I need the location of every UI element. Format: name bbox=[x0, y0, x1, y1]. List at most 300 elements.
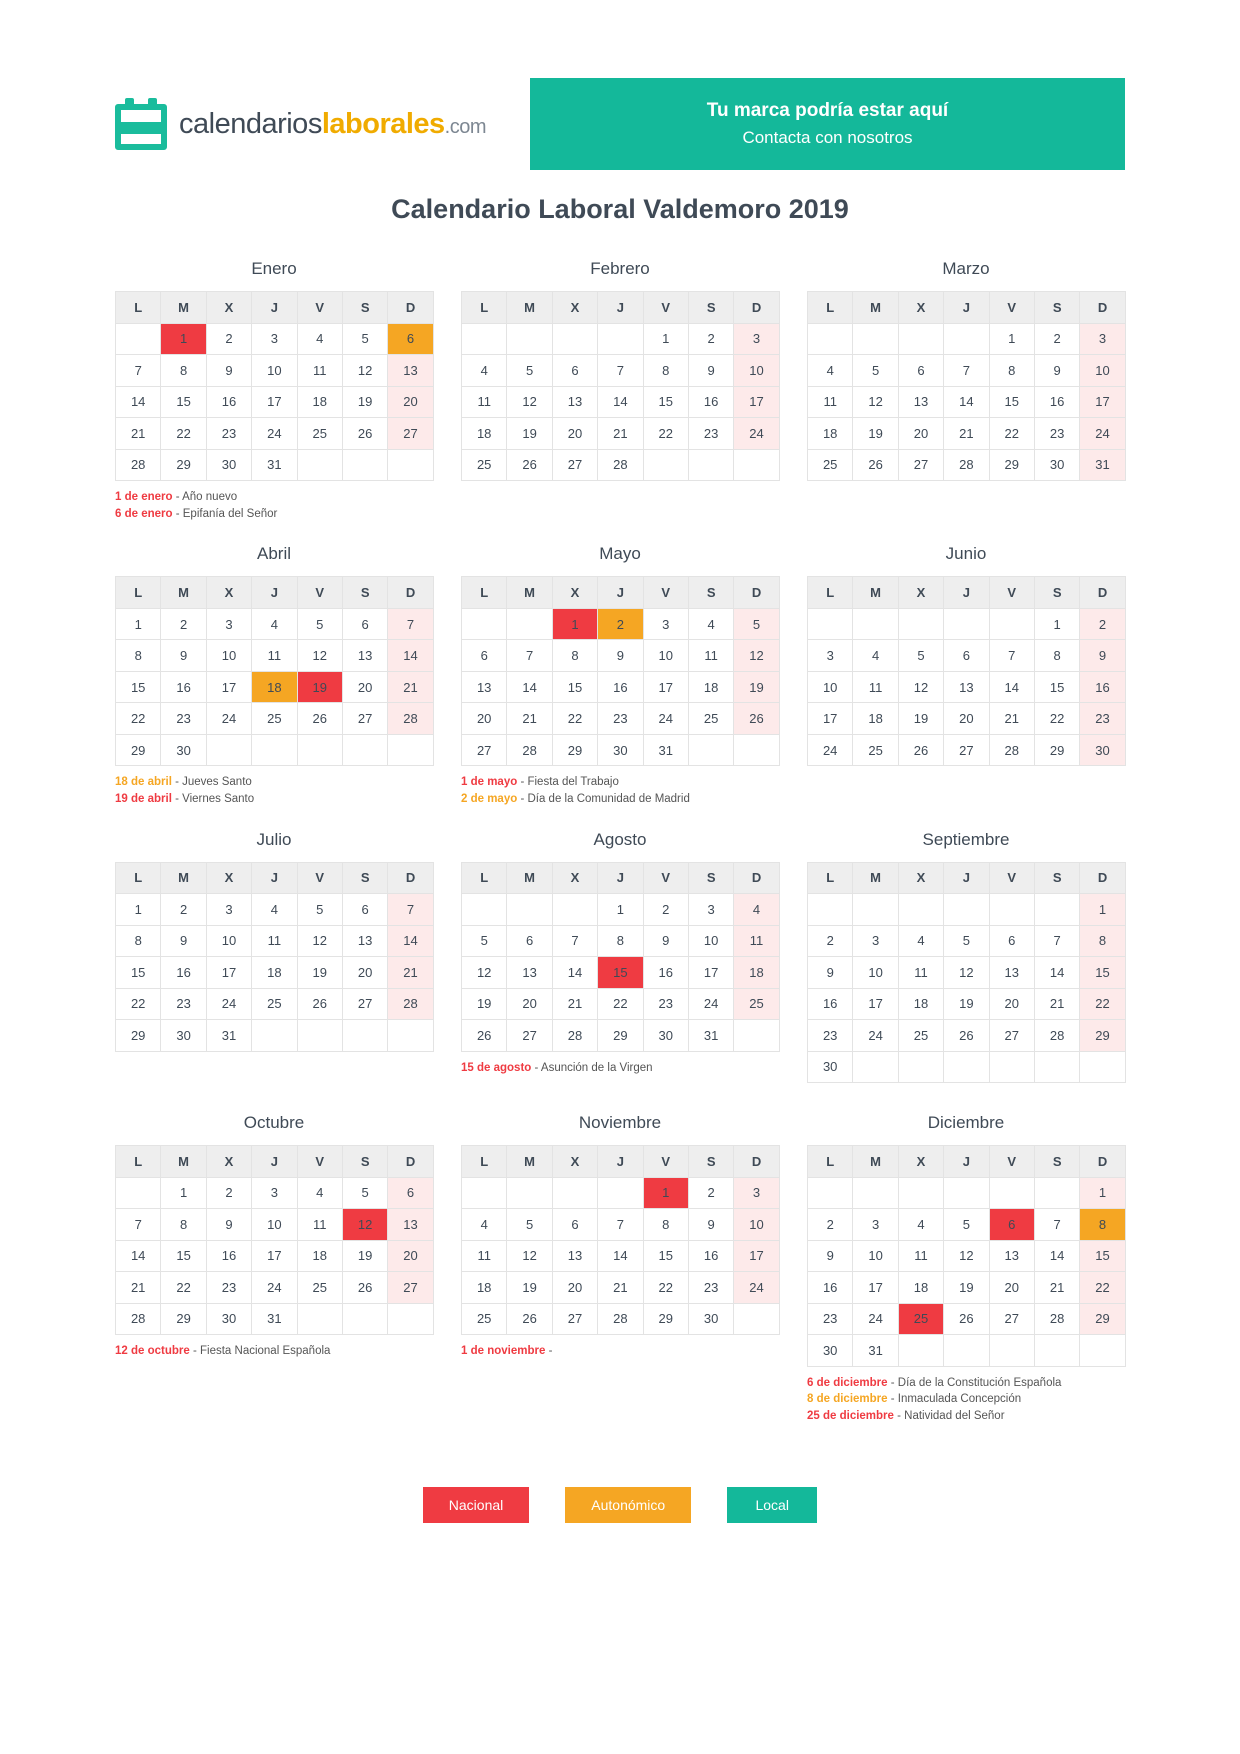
calendar-cell-empty bbox=[734, 1020, 779, 1052]
calendar-week-row bbox=[116, 1020, 434, 1052]
calendar-day-cell: 6 bbox=[944, 640, 989, 672]
site-logo[interactable] bbox=[115, 78, 515, 170]
weekday-header: M bbox=[507, 577, 552, 609]
holiday-note-date: 12 de octubre bbox=[115, 1345, 190, 1358]
calendar-day-cell: 30 bbox=[1080, 734, 1125, 766]
calendar-day-cell: 17 bbox=[734, 1240, 779, 1272]
weekday-header: J bbox=[944, 1146, 989, 1178]
calendar-day-cell: 9 bbox=[206, 1209, 251, 1241]
calendar-cell-empty bbox=[116, 1177, 161, 1209]
calendar-day-cell: 5 bbox=[944, 925, 989, 957]
weekday-header: V bbox=[297, 862, 342, 894]
calendar-cell-empty bbox=[388, 449, 433, 481]
calendar-day-cell: 28 bbox=[1034, 1303, 1079, 1335]
month-table bbox=[115, 291, 434, 481]
calendar-day-cell: 4 bbox=[297, 1177, 342, 1209]
calendar-day-cell: 11 bbox=[462, 386, 507, 418]
month-block-junio bbox=[807, 544, 1125, 807]
holiday-notes bbox=[115, 1343, 433, 1360]
calendar-day-cell: 14 bbox=[388, 925, 433, 957]
calendar-day-cell: 15 bbox=[1080, 1240, 1125, 1272]
calendar-day-cell: 22 bbox=[643, 1272, 688, 1304]
calendar-day-cell: 16 bbox=[1080, 671, 1125, 703]
calendar-cell-empty bbox=[808, 1177, 853, 1209]
weekday-header: D bbox=[734, 577, 779, 609]
months-row bbox=[115, 259, 1125, 522]
calendar-day-cell: 28 bbox=[598, 449, 643, 481]
calendar-day-cell: 29 bbox=[643, 1303, 688, 1335]
calendar-day-cell: 29 bbox=[1080, 1020, 1125, 1052]
calendar-day-cell: 9 bbox=[1080, 640, 1125, 672]
calendar-week-row bbox=[808, 957, 1126, 989]
calendar-day-cell: 23 bbox=[808, 1303, 853, 1335]
calendar-week-row bbox=[808, 640, 1126, 672]
calendar-day-cell: 26 bbox=[342, 418, 387, 450]
weekday-header: L bbox=[462, 1146, 507, 1178]
calendar-day-cell: 8 bbox=[1080, 1209, 1125, 1241]
calendar-day-cell: 17 bbox=[206, 957, 251, 989]
weekday-header: M bbox=[161, 862, 206, 894]
calendar-week-row bbox=[116, 894, 434, 926]
calendar-day-cell: 20 bbox=[342, 957, 387, 989]
calendar-day-cell: 12 bbox=[297, 925, 342, 957]
holiday-note-date: 15 de agosto bbox=[461, 1061, 532, 1074]
calendar-cell-empty bbox=[734, 1303, 779, 1335]
calendar-day-cell: 23 bbox=[808, 1020, 853, 1052]
calendar-cell-empty bbox=[552, 1177, 597, 1209]
calendar-day-cell: 31 bbox=[206, 1020, 251, 1052]
calendar-day-cell: 19 bbox=[944, 988, 989, 1020]
calendar-cell-empty bbox=[944, 894, 989, 926]
calendar-cell-empty bbox=[898, 323, 943, 355]
weekday-header: X bbox=[206, 292, 251, 324]
calendar-day-cell: 5 bbox=[853, 355, 898, 387]
calendar-cell-empty bbox=[989, 1335, 1034, 1367]
calendar-day-cell: 31 bbox=[853, 1335, 898, 1367]
calendar-week-row bbox=[808, 988, 1126, 1020]
month-table bbox=[115, 1145, 434, 1335]
calendar-day-cell: 21 bbox=[116, 1272, 161, 1304]
weekday-header: V bbox=[643, 577, 688, 609]
calendar-day-cell: 30 bbox=[688, 1303, 733, 1335]
calendar-day-cell: 1 bbox=[989, 323, 1034, 355]
holiday-note-date: 6 de enero bbox=[115, 507, 173, 520]
weekday-header: D bbox=[734, 1146, 779, 1178]
calendar-day-cell: 8 bbox=[643, 355, 688, 387]
calendar-week-row bbox=[116, 418, 434, 450]
calendar-day-cell: 27 bbox=[989, 1303, 1034, 1335]
calendar-day-cell: 24 bbox=[206, 703, 251, 735]
weekday-header: M bbox=[853, 862, 898, 894]
calendar-cell-empty bbox=[1034, 894, 1079, 926]
calendar-week-row bbox=[462, 734, 780, 766]
calendar-day-cell: 11 bbox=[808, 386, 853, 418]
calendar-day-cell: 4 bbox=[853, 640, 898, 672]
holiday-note-text: - Natividad del Señor bbox=[893, 1410, 1005, 1423]
calendar-day-cell: 5 bbox=[734, 608, 779, 640]
calendar-day-cell: 3 bbox=[206, 894, 251, 926]
calendar-cell-empty bbox=[1080, 1051, 1125, 1083]
calendar-cell-empty bbox=[989, 1177, 1034, 1209]
calendar-day-cell: 5 bbox=[342, 1177, 387, 1209]
calendar-day-cell: 13 bbox=[989, 1240, 1034, 1272]
calendar-day-cell: 12 bbox=[944, 1240, 989, 1272]
calendar-day-cell: 17 bbox=[853, 1272, 898, 1304]
calendar-day-cell: 11 bbox=[853, 671, 898, 703]
calendar-day-cell: 11 bbox=[462, 1240, 507, 1272]
calendar-cell-empty bbox=[898, 894, 943, 926]
calendar-week-row bbox=[808, 608, 1126, 640]
holiday-notes bbox=[115, 489, 433, 522]
calendar-day-cell: 14 bbox=[944, 386, 989, 418]
weekday-header: M bbox=[507, 1146, 552, 1178]
calendar-day-cell: 16 bbox=[808, 988, 853, 1020]
weekday-header: S bbox=[688, 862, 733, 894]
calendar-day-cell: 21 bbox=[388, 671, 433, 703]
calendar-day-cell: 5 bbox=[342, 323, 387, 355]
calendar-day-cell: 10 bbox=[853, 1240, 898, 1272]
calendar-day-cell: 27 bbox=[507, 1020, 552, 1052]
calendar-day-cell: 15 bbox=[161, 1240, 206, 1272]
weekday-header: X bbox=[898, 292, 943, 324]
month-title: Junio bbox=[945, 544, 987, 564]
calendar-day-cell: 2 bbox=[206, 323, 251, 355]
calendar-cell-empty bbox=[552, 323, 597, 355]
calendar-cell-empty bbox=[462, 323, 507, 355]
month-title: Enero bbox=[251, 259, 297, 278]
calendar-day-cell: 30 bbox=[1034, 449, 1079, 481]
calendar-day-cell: 5 bbox=[507, 355, 552, 387]
calendar-cell-empty bbox=[808, 894, 853, 926]
calendar-week-row bbox=[808, 418, 1126, 450]
calendar-cell-empty bbox=[297, 449, 342, 481]
calendar-week-row bbox=[116, 355, 434, 387]
calendar-day-cell: 4 bbox=[297, 323, 342, 355]
calendar-cell-empty bbox=[1034, 1177, 1079, 1209]
calendar-day-cell: 25 bbox=[297, 1272, 342, 1304]
calendar-day-cell: 6 bbox=[507, 925, 552, 957]
calendar-day-cell: 3 bbox=[252, 323, 297, 355]
weekday-header: J bbox=[252, 1146, 297, 1178]
weekday-header: D bbox=[388, 292, 433, 324]
calendar-day-cell: 26 bbox=[853, 449, 898, 481]
calendar-day-cell: 20 bbox=[388, 1240, 433, 1272]
calendar-day-cell: 2 bbox=[808, 1209, 853, 1241]
calendar-week-row bbox=[462, 1240, 780, 1272]
calendar-day-cell: 25 bbox=[462, 1303, 507, 1335]
month-title: Abril bbox=[256, 544, 291, 564]
weekday-header: V bbox=[297, 292, 342, 324]
weekday-header: L bbox=[808, 577, 853, 609]
calendar-day-cell: 7 bbox=[116, 355, 161, 387]
calendar-cell-empty bbox=[462, 1177, 507, 1209]
calendar-day-cell: 28 bbox=[1034, 1020, 1079, 1052]
weekday-header: X bbox=[898, 1146, 943, 1178]
calendar-day-cell: 18 bbox=[808, 418, 853, 450]
holiday-note-date: 18 de abril bbox=[115, 776, 172, 789]
calendar-day-cell: 20 bbox=[507, 988, 552, 1020]
calendar-day-cell: 6 bbox=[342, 894, 387, 926]
weekday-header: J bbox=[598, 292, 643, 324]
calendar-day-cell: 30 bbox=[161, 734, 206, 766]
calendar-day-cell: 5 bbox=[507, 1209, 552, 1241]
calendar-cell-empty bbox=[206, 734, 251, 766]
calendar-day-cell: 25 bbox=[898, 1303, 943, 1335]
calendar-day-cell: 24 bbox=[688, 988, 733, 1020]
calendar-day-cell: 3 bbox=[853, 925, 898, 957]
month-block-mayo bbox=[461, 544, 779, 807]
weekday-header: L bbox=[462, 577, 507, 609]
calendar-day-cell: 18 bbox=[462, 418, 507, 450]
calendar-day-cell: 24 bbox=[206, 988, 251, 1020]
calendar-day-cell: 26 bbox=[462, 1020, 507, 1052]
calendar-day-cell: 9 bbox=[161, 925, 206, 957]
weekday-header: L bbox=[808, 292, 853, 324]
calendar-day-cell: 14 bbox=[116, 386, 161, 418]
site-logo-text bbox=[179, 108, 486, 141]
calendar-week-row bbox=[116, 671, 434, 703]
calendar-cell-empty bbox=[734, 734, 779, 766]
weekday-header: L bbox=[462, 862, 507, 894]
calendar-week-row bbox=[808, 1240, 1126, 1272]
calendar-day-cell: 4 bbox=[462, 355, 507, 387]
calendar-day-cell: 21 bbox=[944, 418, 989, 450]
holiday-note-date: 25 de diciembre bbox=[807, 1410, 894, 1423]
legend-chip-aut: Autonómico bbox=[565, 1487, 691, 1523]
calendar-day-cell: 12 bbox=[507, 1240, 552, 1272]
calendar-day-cell: 1 bbox=[598, 894, 643, 926]
calendar-day-cell: 26 bbox=[944, 1303, 989, 1335]
calendar-week-row bbox=[462, 1209, 780, 1241]
holiday-note-date: 6 de diciembre bbox=[807, 1376, 888, 1389]
calendar-day-cell: 24 bbox=[734, 418, 779, 450]
holiday-note bbox=[807, 1375, 1125, 1392]
calendar-cell-empty bbox=[944, 608, 989, 640]
weekday-header: D bbox=[734, 292, 779, 324]
month-title: Marzo bbox=[942, 259, 990, 278]
calendar-week-row bbox=[116, 323, 434, 355]
weekday-header: X bbox=[206, 577, 251, 609]
calendar-day-cell: 23 bbox=[1080, 703, 1125, 735]
month-block-octubre bbox=[115, 1113, 433, 1425]
calendar-day-cell: 31 bbox=[688, 1020, 733, 1052]
calendar-week-row bbox=[462, 449, 780, 481]
legend bbox=[0, 1487, 1240, 1523]
calendar-week-row bbox=[808, 386, 1126, 418]
calendar-cell-empty bbox=[643, 449, 688, 481]
calendar-day-cell: 16 bbox=[598, 671, 643, 703]
calendar-week-row bbox=[462, 925, 780, 957]
calendar-week-row bbox=[116, 640, 434, 672]
calendar-day-cell: 3 bbox=[734, 323, 779, 355]
calendar-day-cell: 30 bbox=[808, 1335, 853, 1367]
weekday-header: X bbox=[552, 1146, 597, 1178]
calendar-week-row bbox=[462, 323, 780, 355]
calendar-day-cell: 2 bbox=[598, 608, 643, 640]
calendar-day-cell: 7 bbox=[1034, 925, 1079, 957]
calendar-day-cell: 8 bbox=[1034, 640, 1079, 672]
calendar-day-cell: 3 bbox=[853, 1209, 898, 1241]
calendar-day-cell: 20 bbox=[552, 418, 597, 450]
calendar-day-cell: 22 bbox=[116, 988, 161, 1020]
calendar-cell-empty bbox=[853, 323, 898, 355]
month-title: Agosto bbox=[593, 829, 647, 849]
calendar-week-row bbox=[116, 449, 434, 481]
calendar-day-cell: 18 bbox=[898, 1272, 943, 1304]
weekday-header: D bbox=[388, 1146, 433, 1178]
calendar-day-cell: 12 bbox=[853, 386, 898, 418]
calendar-day-cell: 8 bbox=[989, 355, 1034, 387]
weekday-header: S bbox=[342, 292, 387, 324]
calendar-day-cell: 17 bbox=[252, 1240, 297, 1272]
calendar-week-row bbox=[462, 1272, 780, 1304]
calendar-day-cell: 6 bbox=[388, 1177, 433, 1209]
calendar-day-cell: 25 bbox=[252, 988, 297, 1020]
calendar-day-cell: 26 bbox=[507, 449, 552, 481]
holiday-note-date: 1 de noviembre bbox=[461, 1345, 546, 1358]
calendar-week-row bbox=[462, 1303, 780, 1335]
calendar-day-cell: 26 bbox=[297, 703, 342, 735]
logo-text-part1: calendarios bbox=[179, 107, 322, 140]
calendar-cell-empty bbox=[944, 1335, 989, 1367]
calendar-day-cell: 21 bbox=[552, 988, 597, 1020]
weekday-header: M bbox=[853, 292, 898, 324]
calendar-cell-empty bbox=[462, 608, 507, 640]
calendar-day-cell: 15 bbox=[116, 957, 161, 989]
calendar-week-row bbox=[462, 1020, 780, 1052]
weekday-header: M bbox=[853, 577, 898, 609]
weekday-header: X bbox=[898, 862, 943, 894]
weekday-header: M bbox=[507, 862, 552, 894]
calendar-day-cell: 17 bbox=[1080, 386, 1125, 418]
calendar-week-row bbox=[462, 418, 780, 450]
calendar-day-cell: 20 bbox=[552, 1272, 597, 1304]
calendar-cell-empty bbox=[598, 323, 643, 355]
calendar-cell-empty bbox=[252, 734, 297, 766]
weekday-header: J bbox=[598, 577, 643, 609]
page-header bbox=[0, 0, 1240, 170]
calendar-day-cell: 3 bbox=[734, 1177, 779, 1209]
calendar-day-cell: 26 bbox=[342, 1272, 387, 1304]
calendar-day-cell: 24 bbox=[853, 1303, 898, 1335]
calendar-day-cell: 6 bbox=[989, 1209, 1034, 1241]
weekday-header: V bbox=[643, 1146, 688, 1178]
weekday-header: S bbox=[1034, 577, 1079, 609]
calendar-day-cell: 10 bbox=[734, 1209, 779, 1241]
calendar-day-cell: 27 bbox=[388, 418, 433, 450]
calendar-day-cell: 20 bbox=[989, 1272, 1034, 1304]
calendar-day-cell: 1 bbox=[116, 608, 161, 640]
calendar-day-cell: 12 bbox=[462, 957, 507, 989]
calendar-day-cell: 31 bbox=[252, 449, 297, 481]
calendar-day-cell: 22 bbox=[1080, 988, 1125, 1020]
weekday-header: J bbox=[944, 577, 989, 609]
calendar-day-cell: 29 bbox=[116, 734, 161, 766]
calendar-day-cell: 2 bbox=[1080, 608, 1125, 640]
weekday-header: S bbox=[688, 577, 733, 609]
calendar-day-cell: 4 bbox=[252, 894, 297, 926]
calendar-day-cell: 1 bbox=[161, 323, 206, 355]
calendar-day-cell: 7 bbox=[388, 894, 433, 926]
weekday-header: J bbox=[252, 292, 297, 324]
calendar-day-cell: 11 bbox=[734, 925, 779, 957]
calendar-week-row bbox=[116, 957, 434, 989]
weekday-header: X bbox=[552, 862, 597, 894]
calendar-cell-empty bbox=[1034, 1051, 1079, 1083]
weekday-header: M bbox=[161, 577, 206, 609]
calendar-day-cell: 9 bbox=[1034, 355, 1079, 387]
holiday-note-text: - Año nuevo bbox=[172, 491, 238, 503]
calendar-day-cell: 13 bbox=[342, 640, 387, 672]
ad-banner[interactable] bbox=[530, 78, 1125, 170]
calendar-week-row bbox=[808, 671, 1126, 703]
weekday-header: S bbox=[1034, 292, 1079, 324]
calendar-day-cell: 15 bbox=[598, 957, 643, 989]
calendar-day-cell: 28 bbox=[388, 988, 433, 1020]
calendar-day-cell: 16 bbox=[1034, 386, 1079, 418]
calendar-day-cell: 8 bbox=[161, 1209, 206, 1241]
calendar-day-cell: 21 bbox=[388, 957, 433, 989]
calendar-day-cell: 7 bbox=[507, 640, 552, 672]
calendar-day-cell: 10 bbox=[808, 671, 853, 703]
calendar-day-cell: 26 bbox=[898, 734, 943, 766]
calendar-day-cell: 22 bbox=[161, 418, 206, 450]
calendar-day-cell: 27 bbox=[944, 734, 989, 766]
calendar-day-cell: 14 bbox=[388, 640, 433, 672]
calendar-day-cell: 2 bbox=[808, 925, 853, 957]
calendar-day-cell: 4 bbox=[734, 894, 779, 926]
calendar-day-cell: 13 bbox=[552, 386, 597, 418]
calendar-week-row bbox=[808, 449, 1126, 481]
calendar-cell-empty bbox=[342, 1020, 387, 1052]
calendar-day-cell: 14 bbox=[507, 671, 552, 703]
weekday-header: J bbox=[598, 862, 643, 894]
calendar-day-cell: 5 bbox=[297, 894, 342, 926]
calendar-day-cell: 2 bbox=[161, 894, 206, 926]
calendar-day-cell: 15 bbox=[1034, 671, 1079, 703]
weekday-header: X bbox=[898, 577, 943, 609]
calendar-day-cell: 22 bbox=[989, 418, 1034, 450]
calendar-day-cell: 28 bbox=[507, 734, 552, 766]
holiday-note bbox=[115, 791, 433, 808]
calendar-day-cell: 19 bbox=[898, 703, 943, 735]
calendar-week-row bbox=[116, 386, 434, 418]
calendar-week-row bbox=[462, 640, 780, 672]
calendar-day-cell: 4 bbox=[688, 608, 733, 640]
weekday-header: S bbox=[688, 292, 733, 324]
calendar-cell-empty bbox=[944, 1051, 989, 1083]
calendar-day-cell: 27 bbox=[342, 703, 387, 735]
calendar-day-cell: 7 bbox=[1034, 1209, 1079, 1241]
calendar-cell-empty bbox=[898, 1177, 943, 1209]
calendar-cell-empty bbox=[688, 734, 733, 766]
holiday-note bbox=[115, 489, 433, 506]
calendar-day-cell: 21 bbox=[598, 418, 643, 450]
calendar-day-cell: 7 bbox=[552, 925, 597, 957]
holiday-notes bbox=[461, 774, 779, 807]
calendar-cell-empty bbox=[944, 323, 989, 355]
weekday-header: X bbox=[206, 1146, 251, 1178]
calendar-week-row bbox=[116, 703, 434, 735]
calendar-week-row bbox=[116, 734, 434, 766]
calendar-cell-empty bbox=[734, 449, 779, 481]
calendar-day-cell: 30 bbox=[643, 1020, 688, 1052]
calendar-week-row bbox=[462, 894, 780, 926]
calendar-day-cell: 29 bbox=[598, 1020, 643, 1052]
calendar-day-cell: 25 bbox=[688, 703, 733, 735]
calendar-day-cell: 12 bbox=[342, 355, 387, 387]
calendar-day-cell: 28 bbox=[552, 1020, 597, 1052]
